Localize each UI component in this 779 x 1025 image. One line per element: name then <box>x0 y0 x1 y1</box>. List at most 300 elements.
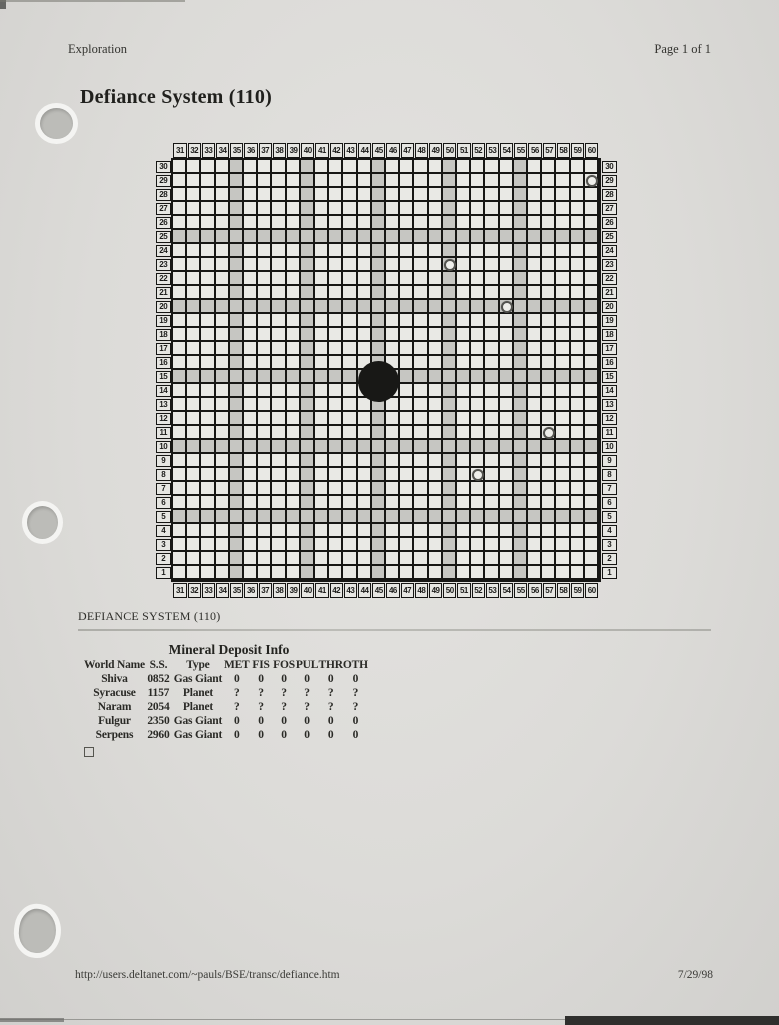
grid-cell <box>173 328 185 340</box>
grid-cell <box>173 496 185 508</box>
grid-cell <box>315 496 327 508</box>
grid-cell <box>585 524 597 536</box>
grid-cell <box>471 160 483 172</box>
grid-cell <box>556 328 568 340</box>
grid-cell <box>372 496 384 508</box>
mineral-cell: 1157 <box>147 686 170 699</box>
grid-cell <box>457 524 469 536</box>
grid-cell <box>329 216 341 228</box>
grid-cell <box>173 300 185 312</box>
grid-cell <box>400 342 412 354</box>
mineral-cell: Gas Giant <box>173 672 223 685</box>
grid-cell <box>329 272 341 284</box>
grid-cell <box>173 412 185 424</box>
grid-cell <box>287 328 299 340</box>
grid-cell <box>287 496 299 508</box>
grid-cell <box>272 454 284 466</box>
grid-cell <box>358 482 370 494</box>
grid-cell <box>514 300 526 312</box>
grid-cell <box>585 202 597 214</box>
grid-cell <box>471 496 483 508</box>
grid-cell <box>272 510 284 522</box>
grid-cell <box>585 468 597 480</box>
grid-cell <box>244 244 256 256</box>
grid-cell <box>272 328 284 340</box>
grid-cell <box>301 272 313 284</box>
grid-cell <box>485 216 497 228</box>
mineral-col-header: FIS <box>252 659 270 671</box>
mineral-cell: Gas Giant <box>173 728 223 741</box>
grid-cell <box>230 356 242 368</box>
grid-cell <box>258 160 270 172</box>
grid-cell <box>585 216 597 228</box>
grid-cell <box>514 258 526 270</box>
grid-cell <box>244 258 256 270</box>
grid-row-label: 11 <box>156 427 171 440</box>
grid-cell <box>386 342 398 354</box>
grid-cell <box>457 300 469 312</box>
grid-cell <box>500 412 512 424</box>
grid-cell <box>528 412 540 424</box>
grid-cell <box>500 482 512 494</box>
grid-cell <box>542 482 554 494</box>
grid-cell <box>372 216 384 228</box>
grid-cell <box>457 384 469 396</box>
grid-cell <box>528 286 540 298</box>
table-row <box>84 715 368 729</box>
grid-col-label: 34 <box>216 143 229 158</box>
grid-cell <box>556 398 568 410</box>
grid-cell <box>471 328 483 340</box>
grid-row-label: 16 <box>602 357 617 370</box>
grid-cell <box>287 216 299 228</box>
empty-checkbox-glyph <box>84 747 94 757</box>
grid-cell <box>571 272 583 284</box>
grid-cell <box>358 286 370 298</box>
mineral-cell: 0 <box>352 672 359 685</box>
grid-cell <box>173 552 185 564</box>
mineral-cell: Gas Giant <box>173 714 223 727</box>
grid-cell <box>443 454 455 466</box>
grid-cell <box>301 524 313 536</box>
grid-row-label: 14 <box>156 385 171 398</box>
grid-row-label: 5 <box>602 511 617 524</box>
grid-cell <box>372 230 384 242</box>
grid-cell <box>329 538 341 550</box>
grid-row-label: 24 <box>602 245 617 258</box>
grid-row-label: 17 <box>156 343 171 356</box>
grid-cell <box>571 244 583 256</box>
grid-cell <box>485 370 497 382</box>
grid-row-label: 27 <box>156 203 171 216</box>
grid-col-label: 33 <box>202 583 215 598</box>
grid-cell <box>556 412 568 424</box>
grid-cell <box>571 300 583 312</box>
mineral-cell: 2350 <box>147 714 170 727</box>
grid-cell <box>457 370 469 382</box>
grid-cell <box>556 230 568 242</box>
grid-cell <box>471 398 483 410</box>
grid-row-label: 20 <box>156 301 171 314</box>
grid-cell <box>258 538 270 550</box>
footer-url: http://users.deltanet.com/~pauls/BSE/transc/defiance.htm <box>75 969 340 981</box>
grid-cell <box>343 496 355 508</box>
mineral-cell: 0 <box>233 728 240 741</box>
mineral-col-header: THR <box>318 659 343 671</box>
mineral-cell: 0 <box>281 672 287 685</box>
grid-cell <box>429 244 441 256</box>
mineral-cell: 0 <box>327 728 334 741</box>
world-marker-icon <box>444 259 456 271</box>
grid-cell <box>258 440 270 452</box>
grid-row-label: 26 <box>602 217 617 230</box>
grid-cell <box>201 384 213 396</box>
grid-cell <box>528 510 540 522</box>
grid-row-label: 20 <box>602 301 617 314</box>
grid-cell <box>485 202 497 214</box>
grid-cell <box>414 426 426 438</box>
grid-cell <box>414 258 426 270</box>
grid-cell <box>528 356 540 368</box>
grid-cell <box>201 412 213 424</box>
grid-cell <box>386 286 398 298</box>
grid-cell <box>329 482 341 494</box>
grid-cell <box>272 552 284 564</box>
grid-cell <box>244 286 256 298</box>
grid-col-label: 56 <box>528 143 541 158</box>
grid-cell <box>400 356 412 368</box>
grid-cell <box>386 566 398 578</box>
grid-cell <box>400 552 412 564</box>
grid-cell <box>585 538 597 550</box>
grid-row-label: 1 <box>156 567 171 580</box>
grid-cell <box>315 398 327 410</box>
grid-cell <box>201 566 213 578</box>
grid-cell <box>542 188 554 200</box>
grid-cell <box>372 244 384 256</box>
mineral-cell: 0 <box>258 672 264 685</box>
grid-col-label: 56 <box>528 583 541 598</box>
grid-cell <box>244 566 256 578</box>
grid-cell <box>514 566 526 578</box>
grid-cell <box>287 398 299 410</box>
grid-cell <box>457 230 469 242</box>
grid-col-label: 39 <box>287 583 300 598</box>
grid-col-label: 31 <box>173 143 186 158</box>
grid-cell <box>457 244 469 256</box>
grid-cell <box>414 552 426 564</box>
grid-cell <box>386 174 398 186</box>
grid-cell <box>315 552 327 564</box>
grid-cell <box>173 230 185 242</box>
mineral-col-header: FOS <box>273 659 295 671</box>
mineral-col-header: MET <box>223 659 250 671</box>
grid-cell <box>500 160 512 172</box>
grid-cell <box>372 454 384 466</box>
grid-cell <box>429 524 441 536</box>
grid-cell <box>414 566 426 578</box>
grid-row-label: 2 <box>602 553 617 566</box>
grid-cell <box>343 356 355 368</box>
grid-cell <box>358 230 370 242</box>
grid-cell <box>528 468 540 480</box>
grid-cell <box>457 286 469 298</box>
grid-cell <box>187 482 199 494</box>
grid-cell <box>443 440 455 452</box>
grid-cell <box>485 440 497 452</box>
grid-cell <box>514 370 526 382</box>
grid-cell <box>429 384 441 396</box>
grid-cell <box>514 244 526 256</box>
grid-row-label: 15 <box>156 371 171 384</box>
grid-cell <box>429 342 441 354</box>
grid-cell <box>471 538 483 550</box>
grid-cell <box>457 426 469 438</box>
grid-cell <box>244 524 256 536</box>
mineral-col-header: PUL <box>295 659 319 671</box>
grid-cell <box>414 342 426 354</box>
grid-cell <box>216 510 228 522</box>
grid-col-label: 53 <box>486 583 499 598</box>
grid-cell <box>414 356 426 368</box>
grid-cell <box>443 272 455 284</box>
grid-cell <box>216 160 228 172</box>
grid-cell <box>315 160 327 172</box>
grid-cell <box>471 384 483 396</box>
grid-cell <box>556 468 568 480</box>
grid-cell <box>230 468 242 480</box>
grid-cell <box>343 314 355 326</box>
grid-cell <box>457 174 469 186</box>
grid-cell <box>457 496 469 508</box>
grid-cell <box>514 272 526 284</box>
grid-cell <box>287 356 299 368</box>
grid-cell <box>457 356 469 368</box>
grid-cell <box>343 440 355 452</box>
grid-cell <box>343 342 355 354</box>
grid-cell <box>173 286 185 298</box>
grid-cell <box>244 188 256 200</box>
grid-cell <box>315 202 327 214</box>
grid-cell <box>201 482 213 494</box>
grid-cell <box>173 188 185 200</box>
grid-cell <box>216 496 228 508</box>
grid-cell <box>556 188 568 200</box>
grid-row-label: 1 <box>602 567 617 580</box>
grid-cell <box>528 398 540 410</box>
grid-cell <box>542 412 554 424</box>
grid-cell <box>443 538 455 550</box>
grid-cell <box>301 384 313 396</box>
grid-cell <box>443 496 455 508</box>
grid-cell <box>187 566 199 578</box>
grid-cell <box>343 370 355 382</box>
grid-cell <box>187 398 199 410</box>
grid-cell <box>244 510 256 522</box>
grid-cell <box>187 328 199 340</box>
grid-cell <box>329 370 341 382</box>
grid-cell <box>471 370 483 382</box>
mineral-cell: Naram <box>97 700 132 713</box>
grid-cell <box>571 314 583 326</box>
grid-col-label: 35 <box>230 143 243 158</box>
grid-cell <box>514 216 526 228</box>
mineral-cell: ? <box>327 700 334 713</box>
grid-cell <box>230 510 242 522</box>
grid-cell <box>471 258 483 270</box>
grid-cell <box>429 496 441 508</box>
grid-col-label: 43 <box>344 143 357 158</box>
grid-cell <box>443 384 455 396</box>
grid-cell <box>443 160 455 172</box>
grid-cell <box>500 314 512 326</box>
grid-cell <box>400 370 412 382</box>
grid-cell <box>372 286 384 298</box>
grid-cell <box>315 300 327 312</box>
grid-cell <box>272 440 284 452</box>
grid-cell <box>258 202 270 214</box>
mineral-cell: ? <box>281 700 287 713</box>
grid-cell <box>556 370 568 382</box>
grid-cell <box>230 188 242 200</box>
grid-cell <box>400 258 412 270</box>
grid-cell <box>343 202 355 214</box>
grid-cell <box>556 216 568 228</box>
grid-cell <box>372 342 384 354</box>
grid-cell <box>216 314 228 326</box>
grid-cell <box>244 272 256 284</box>
grid-cell <box>457 552 469 564</box>
grid-cell <box>414 230 426 242</box>
grid-cell <box>528 524 540 536</box>
world-marker-icon <box>586 175 598 187</box>
grid-cell <box>585 384 597 396</box>
grid-cell <box>287 524 299 536</box>
grid-cell <box>358 496 370 508</box>
grid-cell <box>343 510 355 522</box>
mineral-cell: Planet <box>182 686 213 699</box>
grid-cell <box>187 258 199 270</box>
grid-cell <box>400 468 412 480</box>
grid-cell <box>258 524 270 536</box>
grid-cell <box>485 272 497 284</box>
grid-cell <box>216 244 228 256</box>
grid-cell <box>542 342 554 354</box>
grid-cell <box>287 272 299 284</box>
grid-cell <box>556 356 568 368</box>
grid-cell <box>287 314 299 326</box>
grid-cell <box>329 524 341 536</box>
grid-row-label: 9 <box>602 455 617 468</box>
grid-cell <box>514 552 526 564</box>
grid-cell <box>315 538 327 550</box>
grid-cell <box>485 328 497 340</box>
grid-cell <box>585 440 597 452</box>
grid-cell <box>400 454 412 466</box>
grid-cell <box>315 482 327 494</box>
grid-cell <box>556 454 568 466</box>
mineral-table <box>84 659 368 742</box>
grid-cell <box>201 272 213 284</box>
grid-cell <box>443 174 455 186</box>
grid-cell <box>301 482 313 494</box>
grid-cell <box>571 426 583 438</box>
grid-cell <box>343 398 355 410</box>
grid-col-label: 44 <box>358 143 371 158</box>
grid-cell <box>258 482 270 494</box>
grid-cell <box>585 426 597 438</box>
grid-cell <box>201 510 213 522</box>
grid-cell <box>457 482 469 494</box>
grid-cell <box>301 412 313 424</box>
grid-cell <box>514 342 526 354</box>
grid-cell <box>457 412 469 424</box>
mineral-cell: 0 <box>352 714 359 727</box>
grid-cell <box>485 258 497 270</box>
grid-col-label: 51 <box>457 583 470 598</box>
grid-row-label: 3 <box>156 539 171 552</box>
grid-cell <box>187 174 199 186</box>
grid-row-label: 29 <box>602 175 617 188</box>
grid-cell <box>230 286 242 298</box>
mineral-cell: 0 <box>258 714 264 727</box>
grid-cell <box>358 552 370 564</box>
grid-cell <box>272 230 284 242</box>
grid-row-label: 3 <box>602 539 617 552</box>
grid-cell <box>329 566 341 578</box>
grid-cell <box>201 538 213 550</box>
grid-cell <box>173 454 185 466</box>
grid-col-label: 37 <box>259 583 272 598</box>
grid-row-label: 14 <box>602 385 617 398</box>
grid-cell <box>585 188 597 200</box>
grid-cell <box>585 356 597 368</box>
grid-cell <box>500 216 512 228</box>
grid-col-label: 32 <box>188 143 201 158</box>
grid-cell <box>571 566 583 578</box>
grid-cell <box>485 244 497 256</box>
grid-cell <box>571 160 583 172</box>
grid-cell <box>542 230 554 242</box>
grid-cell <box>301 286 313 298</box>
grid-cell <box>372 440 384 452</box>
grid-cell <box>301 510 313 522</box>
grid-cell <box>471 356 483 368</box>
grid-cell <box>400 188 412 200</box>
grid-cell <box>343 258 355 270</box>
grid-cell <box>329 356 341 368</box>
table-row <box>84 673 368 687</box>
grid-cell <box>414 286 426 298</box>
grid-cell <box>542 496 554 508</box>
grid-cell <box>571 538 583 550</box>
grid-cell <box>301 454 313 466</box>
grid-cell <box>201 188 213 200</box>
grid-cell <box>230 216 242 228</box>
mineral-cell: ? <box>304 686 310 699</box>
grid-cell <box>244 384 256 396</box>
grid-cell <box>471 342 483 354</box>
grid-cell <box>343 286 355 298</box>
grid-cell <box>230 202 242 214</box>
grid-cell <box>358 398 370 410</box>
grid-cell <box>571 286 583 298</box>
grid-cell <box>358 300 370 312</box>
grid-cell <box>556 566 568 578</box>
grid-col-label: 36 <box>244 143 257 158</box>
grid-cell <box>287 188 299 200</box>
grid-cell <box>571 188 583 200</box>
